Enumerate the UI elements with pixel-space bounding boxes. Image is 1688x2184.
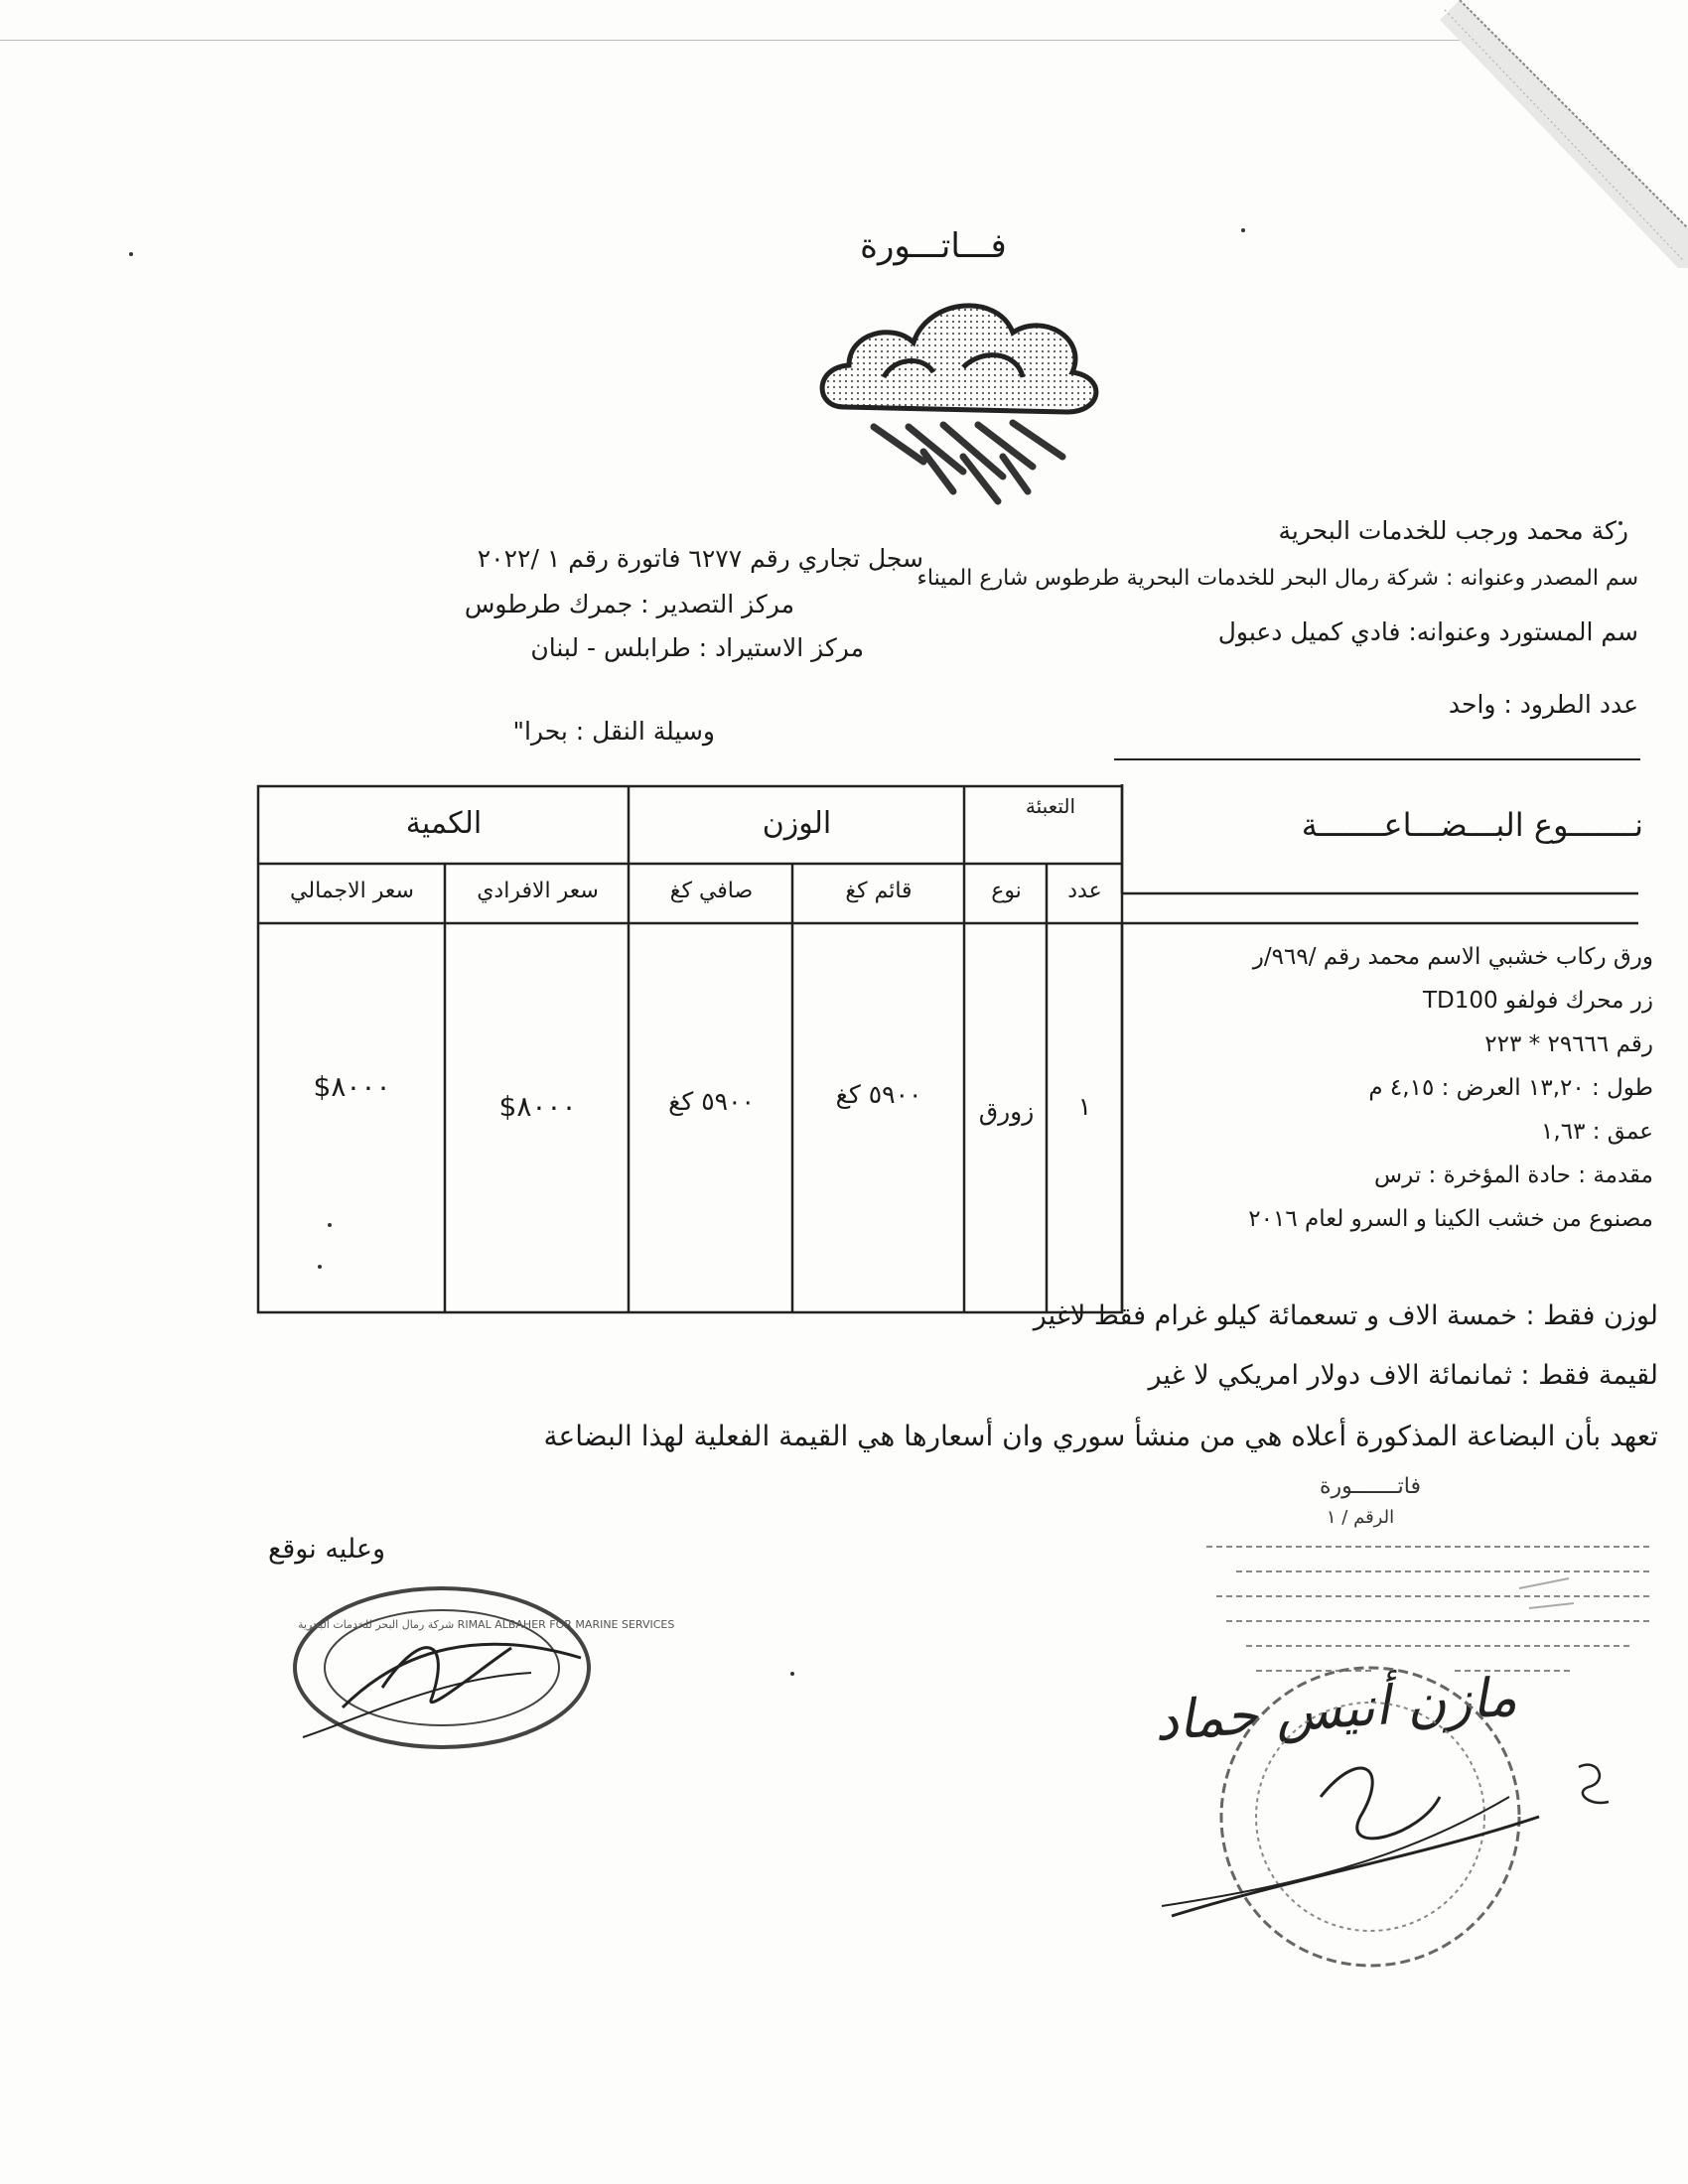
net-header: صافي كغ (669, 879, 754, 903)
importer-info: سم المستورد وعنوانه: فادي كميل دعبول (1217, 617, 1638, 646)
description-line: رقم ٢٩٦٦٦ * ٢٢٣ (1484, 1031, 1653, 1057)
weight-header: الوزن (762, 806, 832, 841)
transport-method: وسيلة النقل : بحرا" (512, 717, 715, 746)
packages-count: عدد الطرود : واحد (1448, 690, 1638, 719)
quantity-header: الكمية (405, 806, 483, 841)
stamp-number: الرقم / ١ (1326, 1507, 1395, 1528)
scan-corner-fold (1440, 0, 1688, 268)
handwritten-signature-name: مازن أنيس حماد (1152, 1665, 1519, 1753)
gross-header: قائم كغ (845, 879, 913, 903)
company-seal (283, 1569, 675, 1767)
invoice-title: فـــاتـــورة (860, 226, 1007, 266)
description-line: مصنوع من خشب الكينا و السرو لعام ٢٠١٦ (1248, 1206, 1653, 1232)
scan-dot (129, 252, 133, 256)
signature-label: وعليه نوقع (268, 1534, 386, 1565)
unit-price-header: سعر الافرادي (477, 879, 599, 903)
row-net-weight: ٥٩٠٠ كغ (668, 1087, 755, 1116)
row-count: ١ (1077, 1092, 1092, 1121)
goods-type-header: نـــــــوع البـــضـــاعـــــــة (1301, 806, 1643, 844)
value-in-words: لقيمة فقط : ثمانمائة الاف دولار امريكي لا غير (1148, 1360, 1658, 1391)
row-unit-price: $٨٠٠٠ (498, 1090, 577, 1123)
commercial-register: سجل تجاري رقم ٦٢٧٧ فاتورة رقم ١ /٢٠٢٢ (477, 544, 923, 573)
description-line: مقدمة : حادة المؤخرة : ترس (1374, 1162, 1653, 1188)
packaging-header: التعبئة (1025, 794, 1076, 818)
row-gross-weight: ٥٩٠٠ كغ (835, 1080, 922, 1109)
scan-top-rule (0, 40, 1489, 41)
scan-dot (790, 1672, 794, 1676)
description-line: ورق ركاب خشبي الاسم محمد رقم /٩٦٩/ر (1252, 944, 1653, 970)
export-center: مركز التصدير : جمرك طرطوس (464, 590, 794, 618)
import-center: مركز الاستيراد : طرابلس - لبنان (530, 633, 864, 662)
official-round-seal (1122, 1439, 1688, 1995)
exporter-info: سم المصدر وعنوانه : شركة رمال البحر للخدمات البحرية طرطوس شارع الميناء (916, 566, 1638, 591)
count-header: عدد (1067, 879, 1102, 903)
row-total-price: $٨٠٠٠ (313, 1070, 391, 1103)
description-line: طول : ١٣,٢٠ العرض : ٤,١٥ م (1368, 1075, 1653, 1101)
goods-description (1127, 935, 1653, 1241)
rain-cloud-logo-icon (814, 278, 1102, 506)
description-line: عمق : ١,٦٣ (1541, 1119, 1653, 1145)
description-line: زر محرك فولفو TD100 (1422, 988, 1653, 1014)
table-top-rule (1114, 758, 1640, 760)
origin-declaration: تعهد بأن البضاعة المذكورة أعلاه هي من منشأ سوري وان أسعارها هي القيمة الفعلية لهذا البضاعة (543, 1420, 1658, 1452)
stamp-invoice-title: فاتـــــــورة (1320, 1474, 1421, 1499)
type-header: نوع (991, 879, 1022, 903)
total-price-header: سعر الاجمالي (290, 879, 414, 903)
scan-dot (1241, 228, 1245, 232)
row-type: زورق (978, 1097, 1035, 1126)
company-name: ركة محمد ورجب للخدمات البحرية (1278, 516, 1628, 545)
company-seal-text: شركة رمال البحر للخدمات البحرية RIMAL ALBAHER FOR MARINE SERVICES (298, 1618, 675, 1631)
weight-in-words: لوزن فقط : خمسة الاف و تسعمائة كيلو غرام فقط لاغير (1033, 1300, 1658, 1331)
